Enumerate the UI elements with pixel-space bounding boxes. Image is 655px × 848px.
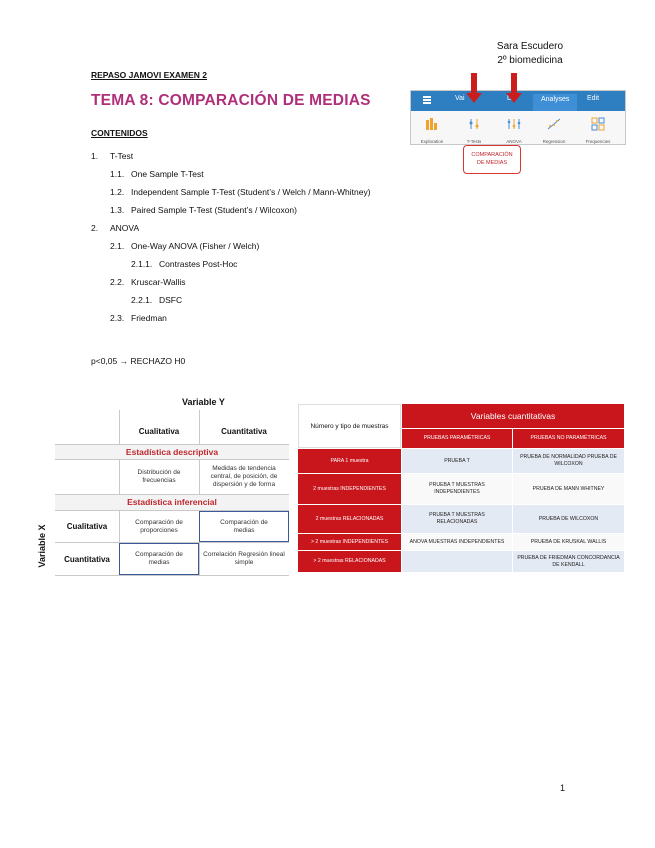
toc-item: 2.2. Kruscar-Wallis <box>110 277 186 287</box>
row-label: PARA 1 muestra <box>298 449 401 473</box>
comparison-callout: COMPARACIÓN DE MEDIAS <box>463 145 521 174</box>
tab-data[interactable]: D <box>507 95 513 102</box>
anova-icon <box>507 117 521 131</box>
variable-y-label: Variable Y <box>182 397 225 407</box>
page-title: TEMA 8: COMPARACIÓN DE MEDIAS <box>91 92 371 109</box>
author-block <box>480 40 580 68</box>
row-label: > 2 muestras RELACIONADAS <box>298 551 401 572</box>
inferential-cell-highlight: Comparación de medias <box>119 543 199 575</box>
t-tests-button[interactable]: T-Tests <box>457 117 491 144</box>
row-param: PRUEBA T MUESTRAS INDEPENDIENTES <box>402 474 512 504</box>
row-label: > 2 muestras INDEPENDIENTES <box>298 534 401 550</box>
variables-table <box>55 410 289 576</box>
row-nonparam: PRUEBA DE FRIEDMAN CONCORDANCIA DE KENDALL <box>513 551 624 572</box>
row-label: 2 muestras INDEPENDIENTES <box>298 474 401 504</box>
author-name: Sara Escudero <box>496 41 564 52</box>
anova-button[interactable]: ANOVA <box>497 117 531 144</box>
author-course: 2º biomedicina <box>497 55 563 66</box>
descriptive-cell: Medidas de tendencia central, de posición, de dispersión y de forma <box>210 465 278 488</box>
descriptive-label: Estadística descriptiva <box>55 445 289 459</box>
row-header-cualitativa: Cualitativa <box>66 522 108 531</box>
toc-item: 2.3. Friedman <box>110 313 167 323</box>
row-param <box>402 551 512 572</box>
row-nonparam: PRUEBA DE WILCOXON <box>513 505 624 533</box>
frequencies-icon <box>591 117 605 131</box>
row-param: PRUEBA T MUESTRAS RELACIONADAS <box>402 505 512 533</box>
toc-item: 2.1.1. Contrastes Post-Hoc <box>131 259 238 269</box>
group-header: Variables cuantitativas <box>402 404 624 428</box>
t-test-icon <box>467 117 481 131</box>
tests-table <box>298 404 624 572</box>
col-header-cuantitativa: Cuantitativa <box>221 426 267 436</box>
col-header-cualitativa: Cualitativa <box>138 426 180 436</box>
toc-item: 2.1. One-Way ANOVA (Fisher / Welch) <box>110 241 260 251</box>
row-param: ANOVA MUESTRAS INDEPENDIENTES <box>402 534 512 550</box>
descriptive-cell: Distribución de frecuencias <box>137 469 181 484</box>
inferential-cell: Correlación Regresión lineal simple <box>203 551 285 566</box>
toc-item: 2.2.1. DSFC <box>131 295 183 305</box>
regression-button[interactable]: Regression <box>537 117 571 144</box>
inferential-cell-highlight: Comparación de medias <box>199 511 289 542</box>
inferential-cell: Comparación de proporciones <box>135 518 183 534</box>
table-corner: Número y tipo de muestras <box>298 404 401 448</box>
regression-icon <box>547 117 561 131</box>
toc-item: 1.1. One Sample T-Test <box>110 169 204 179</box>
inferential-label: Estadística inferencial <box>55 495 289 510</box>
variable-x-label: Variable X <box>37 524 47 568</box>
row-nonparam: PRUEBA DE MANN WHITNEY <box>513 474 624 504</box>
p-value-note: p<0,05 → RECHAZO H0 <box>91 356 186 366</box>
sub-header-nonparametric: PRUEBAS NO PARAMÉTRICAS <box>513 429 624 448</box>
toc-item: 2. ANOVA <box>91 223 140 233</box>
toc-item: 1.2. Independent Sample T-Test (Student’s / Welch / Mann-Whitney) <box>110 187 371 197</box>
toc-item: 1. T-Test <box>91 151 134 161</box>
page-number: 1 <box>560 783 566 793</box>
bar-chart-icon <box>425 117 439 131</box>
frequencies-button[interactable]: Frequencies <box>581 117 615 144</box>
tab-edit[interactable]: Edit <box>587 95 600 102</box>
tab-variables[interactable]: Vai <box>455 95 465 102</box>
row-nonparam: PRUEBA DE KRUSKAL WALLIS <box>513 534 624 550</box>
row-label: 2 muestras RELACIONADAS <box>298 505 401 533</box>
row-param: PRUEBA T <box>402 449 512 473</box>
tab-analyses[interactable]: Analyses <box>533 94 577 111</box>
document-heading: REPASO JAMOVI EXAMEN 2 <box>91 70 208 80</box>
contents-heading: CONTENIDOS <box>91 128 148 138</box>
row-header-cuantitativa: Cuantitativa <box>64 554 110 564</box>
row-nonparam: PRUEBA DE NORMALIDAD PRUEBA DE WILCOXON <box>513 449 624 473</box>
sub-header-parametric: PRUEBAS PARAMÉTRICAS <box>402 429 512 448</box>
exploration-button[interactable]: Exploration <box>415 117 449 144</box>
toc-item: 1.3. Paired Sample T-Test (Student’s / Wilcoxon) <box>110 205 297 215</box>
menu-icon[interactable] <box>423 96 431 98</box>
